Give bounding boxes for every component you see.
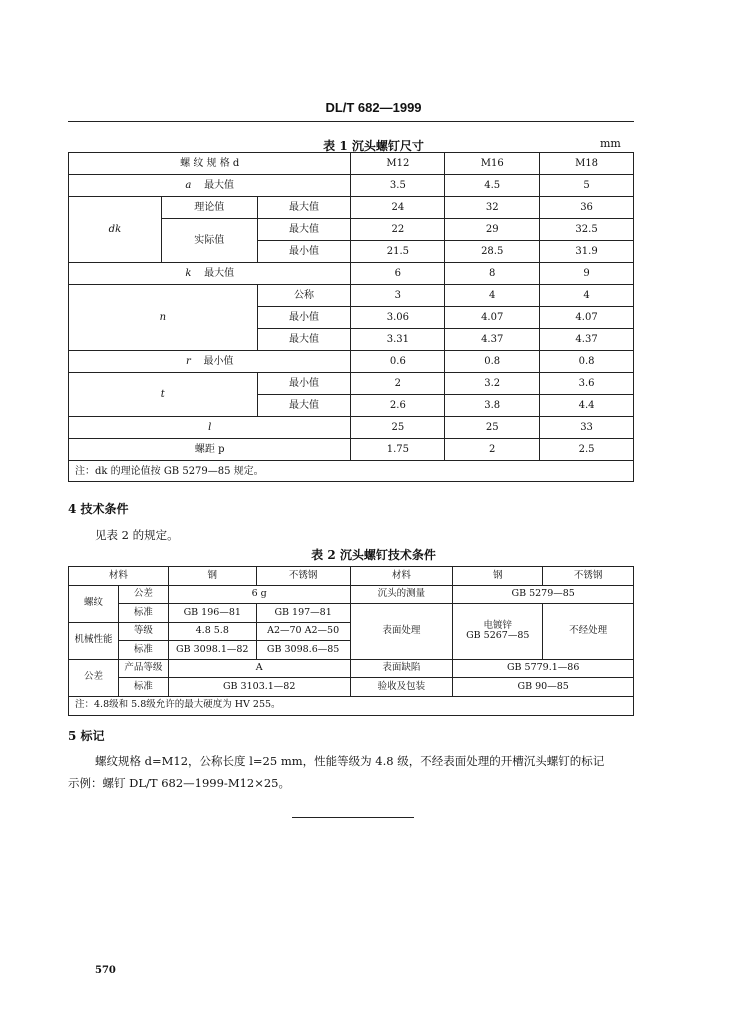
cell: 1.75 — [351, 439, 445, 461]
cell: GB 3098.1—82 — [168, 641, 256, 660]
cell: 9 — [540, 263, 634, 285]
cell: 22 — [351, 219, 445, 241]
table2 — [68, 566, 634, 716]
cell: 2 — [445, 439, 540, 461]
table2-head: 不锈钢 — [256, 567, 350, 586]
table-row — [69, 417, 634, 439]
table-row — [69, 439, 634, 461]
table1-col: M16 — [445, 153, 540, 175]
cell: 25 — [445, 417, 540, 439]
row-label: l — [69, 417, 351, 439]
cell: GB 3098.6—85 — [256, 641, 350, 660]
cell: GB 197—81 — [256, 604, 350, 623]
row-label: 螺距 p — [69, 439, 351, 461]
row-label: 机械性能 — [69, 622, 119, 659]
cell: 32 — [445, 197, 540, 219]
table-row — [69, 604, 634, 623]
table2-head: 钢 — [453, 567, 543, 586]
header-rule — [68, 121, 634, 122]
table2-head: 材料 — [350, 567, 453, 586]
table1-col: M12 — [351, 153, 445, 175]
row-sublabel: 实际值 — [161, 219, 257, 263]
table1-unit: mm — [600, 137, 621, 150]
table1-head: 螺 纹 规 格 d — [69, 153, 351, 175]
cell: A2—70 A2—50 — [256, 622, 350, 641]
table-row — [69, 175, 634, 197]
table2-note: 注：4.8级和 5.8级允许的最大硬度为 HV 255。 — [69, 696, 634, 715]
cell: 3.31 — [351, 329, 445, 351]
cell: 6 g — [168, 585, 350, 604]
row-sublabel: 最大值 — [257, 197, 351, 219]
row-label: 公差 — [69, 659, 119, 696]
cell: 4.37 — [445, 329, 540, 351]
table-row — [69, 351, 634, 373]
table-row — [69, 567, 634, 586]
row-sublabel: 公称 — [257, 285, 351, 307]
cell: 33 — [540, 417, 634, 439]
section5-line1: 螺纹规格 d=M12，公称长度 l=25 mm，性能等级为 4.8 级，不经表面处理的开槽沉头螺钉的标记 — [95, 754, 605, 768]
cell: 0.8 — [540, 351, 634, 373]
row-sublabel: 最大值 — [257, 329, 351, 351]
section5-title: 5 标记 — [68, 729, 105, 743]
row-sublabel: 最小值 — [257, 307, 351, 329]
cell: GB 5779.1—86 — [453, 659, 634, 678]
table-row — [69, 461, 634, 482]
cell: 25 — [351, 417, 445, 439]
cell: 28.5 — [445, 241, 540, 263]
cell: 3.06 — [351, 307, 445, 329]
cell: A — [168, 659, 350, 678]
cell: 电镀锌 GB 5267—85 — [453, 604, 543, 660]
row-label: 螺纹 — [69, 585, 119, 622]
table-row — [69, 659, 634, 678]
table2-head: 材料 — [69, 567, 169, 586]
table-row — [69, 153, 634, 175]
row-label: k 最大值 — [69, 263, 351, 285]
cell: 8 — [445, 263, 540, 285]
cell: 31.9 — [540, 241, 634, 263]
table2-head: 不锈钢 — [543, 567, 634, 586]
row-sublabel: 标准 — [118, 641, 168, 660]
cell: 5 — [540, 175, 634, 197]
cell: 6 — [351, 263, 445, 285]
row-sublabel: 最大值 — [257, 219, 351, 241]
table-row — [69, 678, 634, 697]
cell: 4 — [540, 285, 634, 307]
cell: 4.07 — [445, 307, 540, 329]
table-row — [69, 696, 634, 715]
table-row — [69, 263, 634, 285]
row-label: dk — [69, 197, 162, 263]
cell: GB 90—85 — [453, 678, 634, 697]
table-row — [69, 373, 634, 395]
cell: 0.8 — [445, 351, 540, 373]
table-row — [69, 197, 634, 219]
cell: 3.2 — [445, 373, 540, 395]
table2-head: 钢 — [168, 567, 256, 586]
row-sublabel: 等级 — [118, 622, 168, 641]
row-sublabel: 最小值 — [257, 241, 351, 263]
row-label: n — [69, 285, 258, 351]
row-label: 沉头的测量 — [350, 585, 453, 604]
cell: 2.6 — [351, 395, 445, 417]
cell: 3.8 — [445, 395, 540, 417]
row-sublabel: 标准 — [118, 678, 168, 697]
cell: 4.8 5.8 — [168, 622, 256, 641]
cell: 21.5 — [351, 241, 445, 263]
row-sublabel: 产品等级 — [118, 659, 168, 678]
cell: 3.5 — [351, 175, 445, 197]
table1-col: M18 — [540, 153, 634, 175]
row-label: 表面缺陷 — [350, 659, 453, 678]
cell: GB 196—81 — [168, 604, 256, 623]
table2-caption: 表 2 沉头螺钉技术条件 — [311, 548, 436, 562]
row-sublabel: 标准 — [118, 604, 168, 623]
row-label: t — [69, 373, 258, 417]
row-label: r 最小值 — [69, 351, 351, 373]
table-row — [69, 585, 634, 604]
cell: 3 — [351, 285, 445, 307]
row-sublabel: 最小值 — [257, 373, 351, 395]
cell: 4.37 — [540, 329, 634, 351]
cell: 29 — [445, 219, 540, 241]
row-label: a 最大值 — [69, 175, 351, 197]
table1 — [68, 152, 634, 482]
row-sublabel: 最大值 — [257, 395, 351, 417]
page-header: DL/T 682—1999 — [325, 100, 422, 115]
row-sublabel: 公差 — [118, 585, 168, 604]
cell: 3.6 — [540, 373, 634, 395]
row-label: 验收及包装 — [350, 678, 453, 697]
table1-caption: 表 1 沉头螺钉尺寸 — [323, 139, 424, 153]
cell: GB 5279—85 — [453, 585, 634, 604]
cell: 4.5 — [445, 175, 540, 197]
cell: 0.6 — [351, 351, 445, 373]
cell: 不经处理 — [543, 604, 634, 660]
section4-text: 见表 2 的规定。 — [95, 528, 179, 542]
table-row — [69, 285, 634, 307]
cell: 24 — [351, 197, 445, 219]
cell: 2 — [351, 373, 445, 395]
end-rule — [292, 817, 414, 818]
cell: 4.07 — [540, 307, 634, 329]
section4-title: 4 技术条件 — [68, 502, 129, 516]
cell: 32.5 — [540, 219, 634, 241]
cell: GB 3103.1—82 — [168, 678, 350, 697]
cell: 2.5 — [540, 439, 634, 461]
cell: 36 — [540, 197, 634, 219]
section5-line2: 示例：螺钉 DL/T 682—1999-M12×25。 — [68, 776, 290, 790]
cell: 4 — [445, 285, 540, 307]
row-sublabel: 理论值 — [161, 197, 257, 219]
table1-note: 注：dk 的理论值按 GB 5279—85 规定。 — [69, 461, 634, 482]
cell: 4.4 — [540, 395, 634, 417]
row-label: 表面处理 — [350, 604, 453, 660]
page-number: 570 — [95, 965, 116, 976]
